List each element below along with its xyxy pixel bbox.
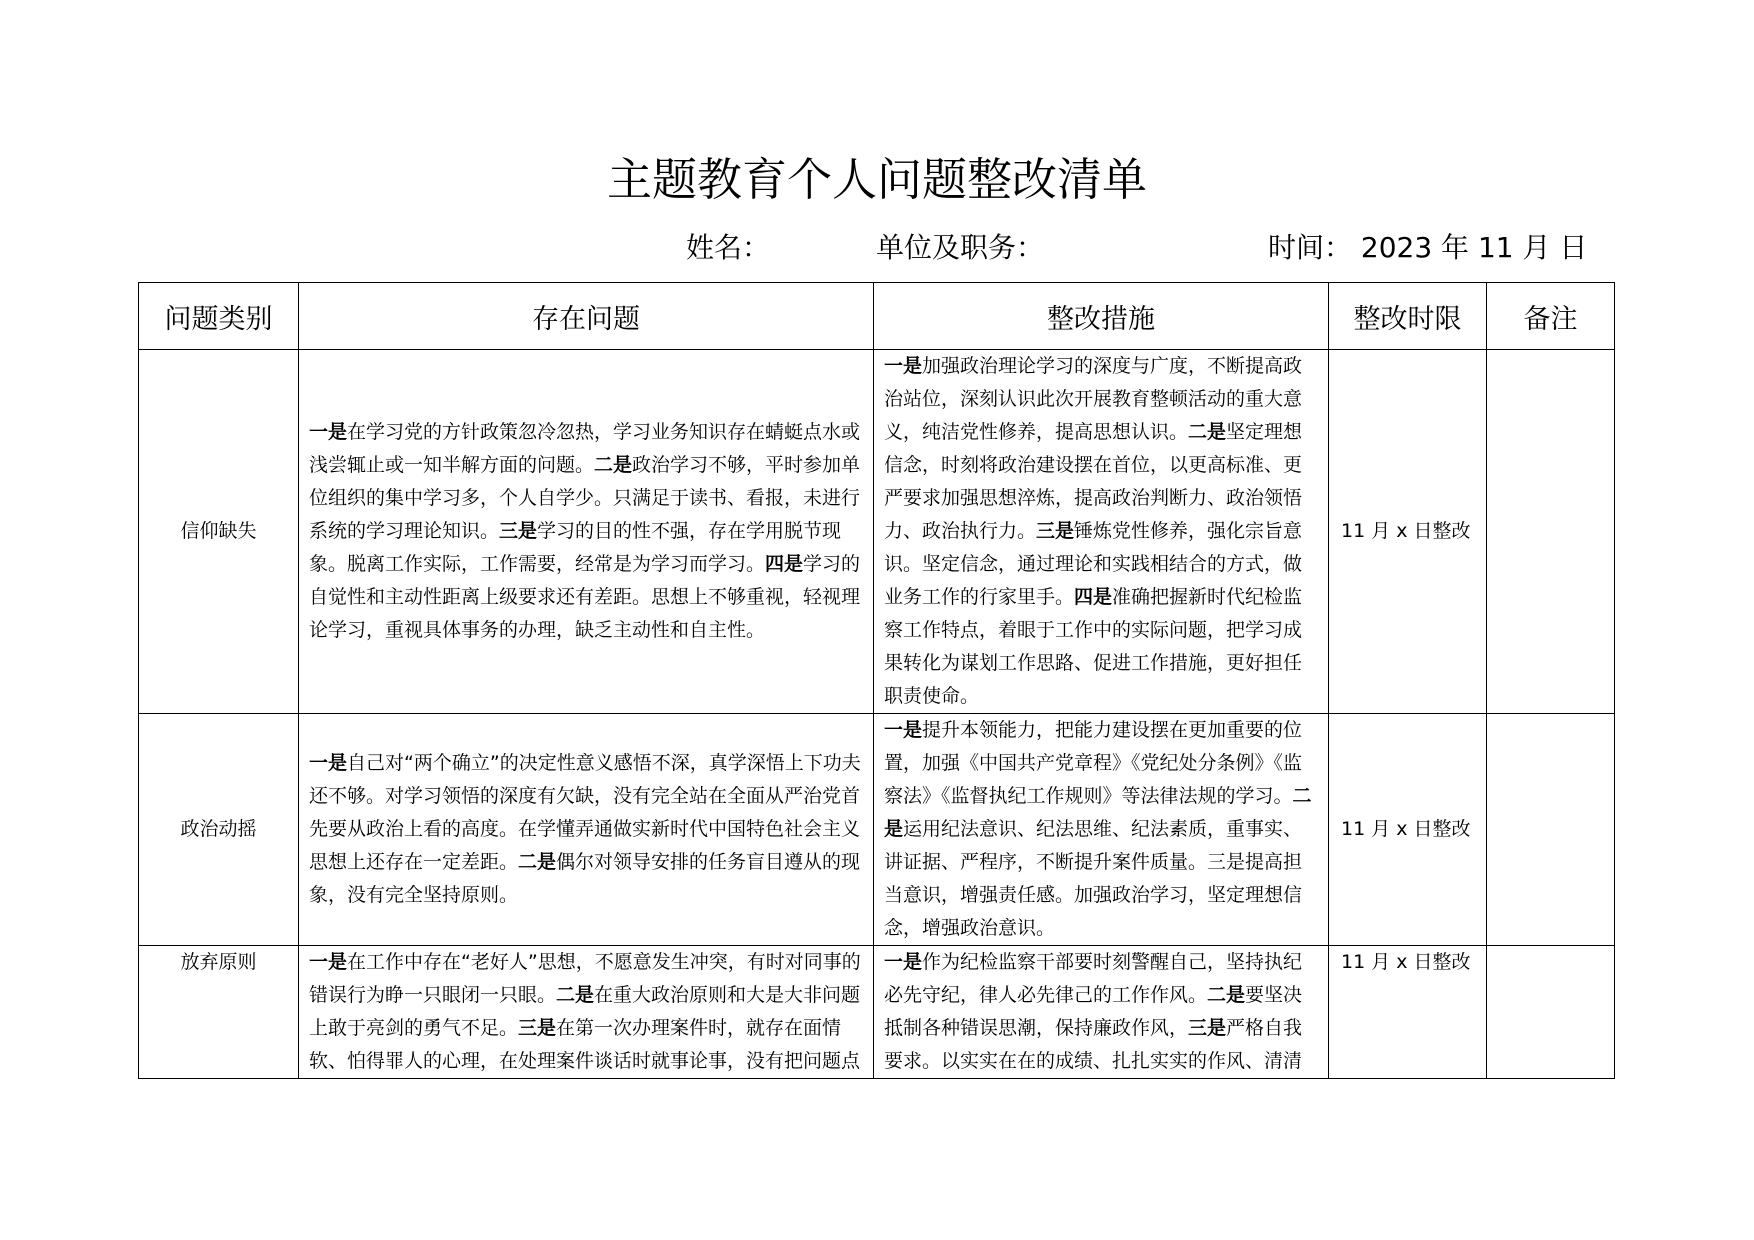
rectification-table [138,282,1615,1079]
row-deadline [1329,946,1487,1079]
time-label: 时间： 2023 年 11 月 日 [1268,231,1588,264]
row-measure: 一是提升本领能力，把能力建设摆在更加重要的位置，加强《中国共产党章程》《党纪处分条例》《监察法》《监督执纪工作规则》等法律法规的学习。二是运用纪法意识、纪法思维、纪法素质，重事实、讲证据、严程序，不断提升案件质量。三是提高担当意识，增强责任感。加强政治学习，坚定理想信念，增强政治意识。 [874,714,1329,946]
row-problem: 一是在学习党的方针政策忽冷忽热，学习业务知识存在蜻蜓点水或浅尝辄止或一知半解方面的问题。二是政治学习不够，平时参加单位组织的集中学习多，个人自学少。只满足于读书、看报，未进行系统的学习理论知识。三是学习的目的性不强，存在学用脱节现象。脱离工作实际，工作需要，经常是为学习而学习。四是学习的自觉性和主动性距离上级要求还有差距。思想上不够重视，轻视理论学习，重视具体事务的办理，缺乏主动性和自主性。 [299,350,874,714]
row-problem-text: 一是在工作中存在“老好人”思想，不愿意发生冲突，有时对同事的错误行为睁一只眼闭一只眼。二是在重大政治原则和大是大非问题上敢于亮剑的勇气不足。三是在第一次办理案件时，就存在面情软、怕得罪人的心理，在处理案件谈话时就事论事，没有把问题点 [309,951,861,1072]
row-deadline: 11 月 x 日整改 [1329,714,1487,946]
row-category-text: 放弃原则 [180,951,257,973]
row-problem: 一是自己对“两个确立”的决定性意义感悟不深，真学深悟上下功夫还不够。对学习领悟的深度有欠缺，没有完全站在全面从严治党首先要从政治上看的高度。在学懂弄通做实新时代中国特色社会主义思想上还存在一定差距。二是偶尔对领导安排的任务盲目遵从的现象，没有完全坚持原则。 [299,714,874,946]
table-row [139,714,1615,946]
header-deadline: 整改时限 [1329,283,1487,350]
page-title: 主题教育个人问题整改清单 [606,153,1147,206]
row-category [139,946,299,1079]
table-row [139,946,1615,1079]
header-problem: 存在问题 [299,283,874,350]
row-remark [1487,714,1615,946]
row-measure: 一是加强政治理论学习的深度与广度，不断提高政治站位，深刻认识此次开展教育整顿活动的重大意义，纯洁党性修养，提高思想认识。二是坚定理想信念，时刻将政治建设摆在首位，以更高标准、更严要求加强思想淬炼，提高政治判断力、政治领悟力、政治执行力。三是锤炼党性修养，强化宗旨意识。坚定信念，通过理论和实践相结合的方式，做业务工作的行家里手。四是准确把握新时代纪检监察工作特点，着眼于工作中的实际问题，把学习成果转化为谋划工作思路、促进工作措施，更好担任职责使命。 [874,350,1329,714]
header-remark: 备注 [1487,283,1615,350]
table-row [139,350,1615,714]
row-deadline: 11 月 x 日整改 [1329,350,1487,714]
row-remark [1487,350,1615,714]
row-category: 政治动摇 [139,714,299,946]
unit-position-label: 单位及职务： [876,231,1045,264]
row-category: 信仰缺失 [139,350,299,714]
table-header-row [139,283,1615,350]
row-measure-text: 一是作为纪检监察干部要时刻警醒自己，坚持执纪必先守纪，律人必先律己的工作作风。二是要坚决抵制各种错误思潮，保持廉政作风，三是严格自我要求。以实实在在的成绩、扎扎实实的作风、清清 [884,951,1303,1072]
header-measure: 整改措施 [874,283,1329,350]
row-problem [299,946,874,1079]
row-remark [1487,946,1615,1079]
row-measure [874,946,1329,1079]
header-category: 问题类别 [139,283,299,350]
row-deadline-text: 11 月 x 日整改 [1341,951,1471,973]
name-label: 姓名： [686,231,771,264]
